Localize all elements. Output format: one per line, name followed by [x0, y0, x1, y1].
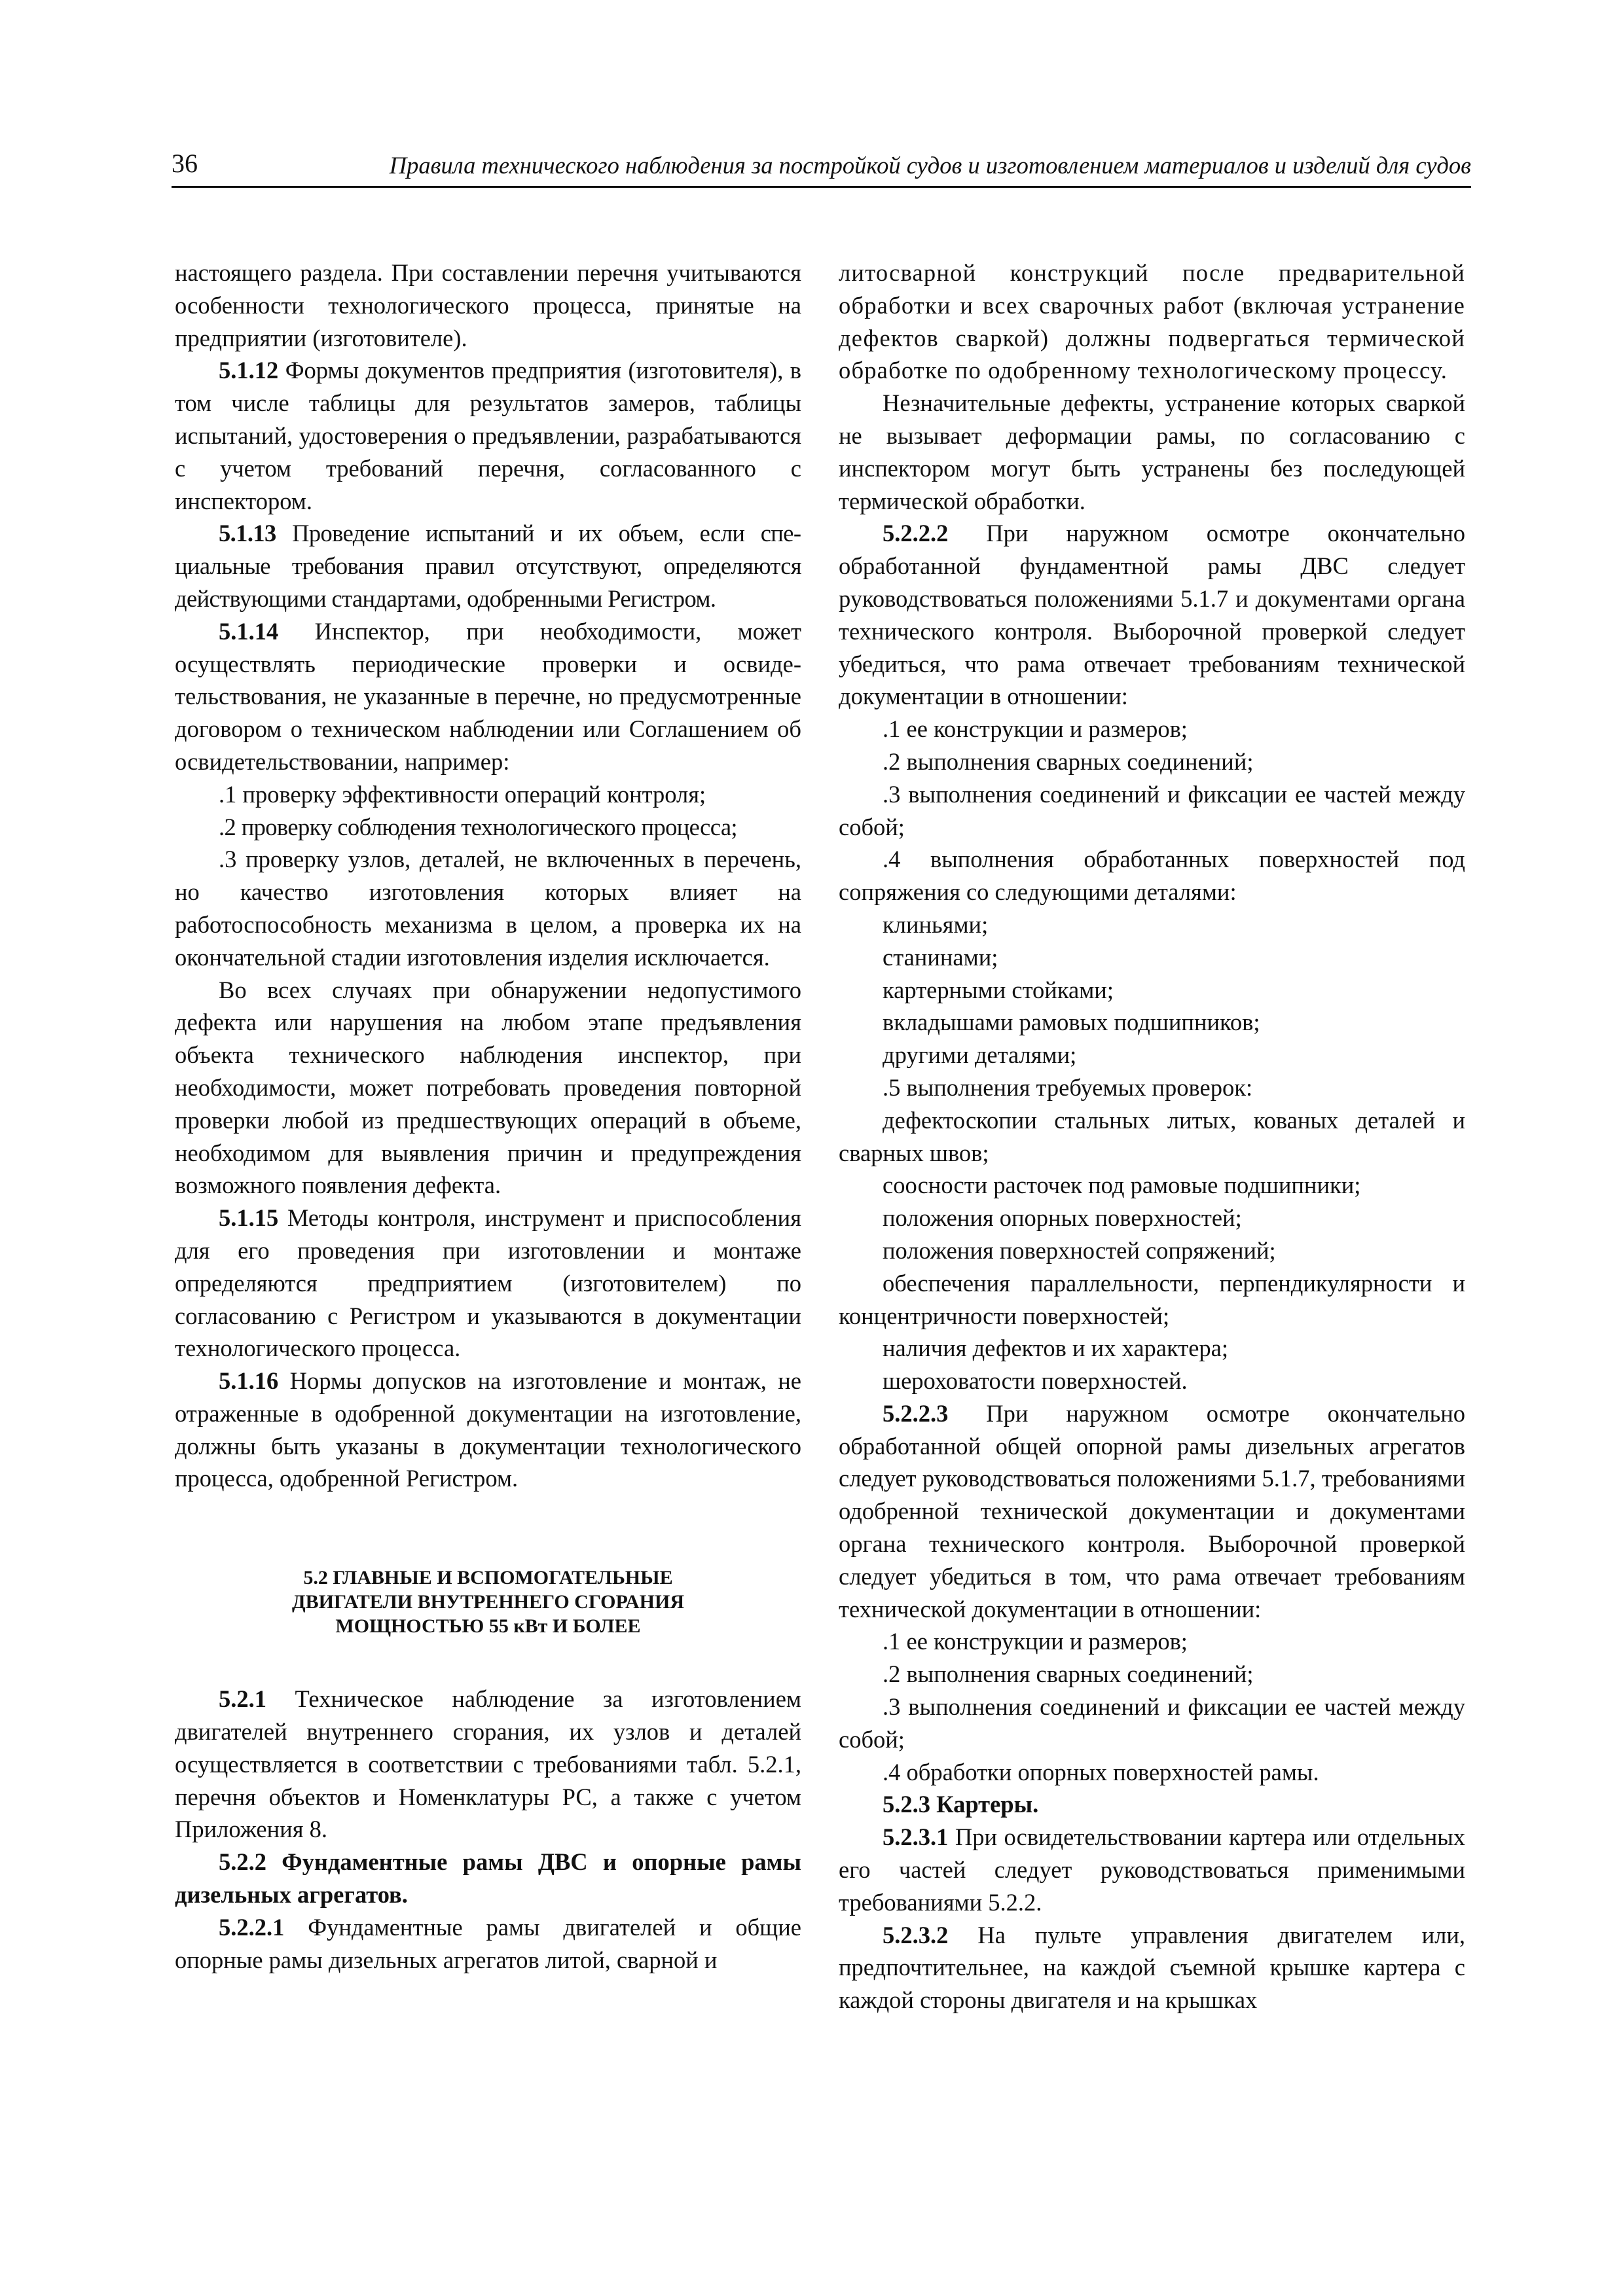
- clause-number: 5.2.1: [219, 1685, 266, 1713]
- clause-number: 5.1.16: [219, 1367, 279, 1395]
- paragraph-5-1-15: [175, 1202, 801, 1365]
- list-item: .5 выполнения требуемых проверок:: [883, 1073, 1253, 1101]
- paragraph-5-1-16: [175, 1365, 801, 1495]
- paragraph: литосварной конструкций после предварительной обработки и всех сварочных работ (включая устранение дефектов сваркой) должны подвергаться термической обработке по одобренному технологическому процессу.: [839, 259, 1465, 384]
- sub-item: положения опорных поверхностей;: [883, 1204, 1242, 1232]
- clause-text: При освидетельствовании картера или отдельных его частей следует руководствоваться применимыми требованиями 5.2.2.: [839, 1823, 1465, 1916]
- section-heading-line: ДВИГАТЕЛИ ВНУТРЕННЕГО СГОРАНИЯ: [291, 1591, 685, 1613]
- paragraph: Незначительные дефекты, устранение которых сваркой не вызывает деформации рамы, по согласованию с инспектором могут быть устранены без последующей термической обработки.: [839, 389, 1465, 514]
- clause-text: При наружном осмотре окончательно обработанной общей опорной рамы дизельных агрегатов следует руководствоваться положениями 5.1.7, требованиями одобренной технической документации и документами органа технического контроля. Выборочной проверкой следует убедиться в том, что рама отвечает требованиям технической документации в отношении:: [839, 1399, 1465, 1623]
- paragraph: настоящего раздела. При составлении перечня учитываются особенности технологического процесса, принятые на предприятии (изготовителе).: [175, 259, 801, 351]
- paragraph-5-2-3-2: [839, 1919, 1465, 2017]
- paragraph-5-2-2-1: [175, 1911, 801, 1977]
- clause-number: 5.1.12: [219, 357, 279, 384]
- sub-item: дефектоскопии стальных литых, кованых деталей и сварных швов;: [839, 1106, 1465, 1166]
- clause-text: Фундаментные рамы двигателей и общие опорные рамы дизельных агрегатов литой, сварной и: [175, 1913, 801, 1973]
- list-item: .1 ее конструкции и размеров;: [883, 1628, 1188, 1655]
- clause-number: 5.1.14: [219, 617, 279, 645]
- list-item: .1 проверку эффективности операций контроля;: [219, 780, 706, 808]
- sub-item: обеспечения параллельности, перпендикулярности и концентричности поверхностей;: [839, 1269, 1465, 1329]
- list-item: .1 ее конструкции и размеров;: [883, 715, 1188, 743]
- running-title: Правила технического наблюдения за постройкой судов и изготовлением материалов и изделий для судов: [389, 152, 1471, 179]
- clause-text: При наружном осмотре окончательно обработанной фундаментной рамы ДВС следует руководствоваться положениями 5.1.7 и документами органа технического контроля. Выборочной проверкой следует убедиться, что рама отвечает требованиям технической документации в отношении:: [839, 520, 1465, 710]
- paragraph-5-1-12: [175, 354, 801, 517]
- sub-item: другими деталями;: [883, 1041, 1077, 1069]
- list-item: .3 проверку узлов, деталей, не включенных в перечень, но качество изготовления которых влияет на работоспособность механизма в целом, а проверка их на окончательной стадии изготовления изделия исключается.: [175, 846, 801, 971]
- sub-item: вкладышами рамовых подшипников;: [883, 1009, 1260, 1036]
- list-item: .4 обработки опорных поверхностей рамы.: [883, 1758, 1319, 1785]
- paragraph-5-1-14: [175, 615, 801, 778]
- clause-number: 5.2.2.3: [883, 1399, 949, 1427]
- paragraph-5-1-13: [175, 517, 801, 615]
- subsection-heading-5-2-3: 5.2.3 Картеры.: [883, 1791, 1039, 1818]
- sub-item: соосности расточек под рамовые подшипники;: [883, 1172, 1361, 1199]
- sub-item: шероховатости поверхностей.: [883, 1367, 1188, 1395]
- clause-text: Формы документов предприятия (изготовителя), в том числе таблицы для результатов замеров, таблицы испытаний, удостоверения о предъявлении, разрабатываются с учетом требований перечня, согласованного с инспектором.: [175, 357, 801, 514]
- subsection-heading-5-2-2: 5.2.2 Фундаментные рамы ДВС и опорные рамы дизельных агрегатов.: [175, 1848, 801, 1909]
- section-heading-line: МОЩНОСТЬЮ 55 кВт И БОЛЕЕ: [335, 1615, 641, 1638]
- right-column: [839, 257, 1465, 2017]
- section-heading-line: 5.2 ГЛАВНЫЕ И ВСПОМОГАТЕЛЬНЫЕ: [303, 1567, 673, 1589]
- clause-number: 5.1.13: [219, 520, 276, 547]
- list-item: .4 выполнения обработанных поверхностей под сопряжения со следующими деталями:: [839, 846, 1465, 906]
- clause-number: 5.2.2.1: [219, 1913, 285, 1941]
- paragraph: Во всех случаях при обнаружении недопустимого дефекта или нарушения на любом этапе предъявления объекта технического наблюдения инспектор, при необходимости, может потребовать проведения повторной проверки любой из предшествующих операций в объеме, необходимом для выявления причин и предупреждения возможного появления дефекта.: [175, 976, 801, 1199]
- page-header: [172, 145, 1471, 188]
- clause-text: Техническое наблюдение за изготовлением двигателей внутреннего сгорания, их узлов и деталей осуществляется в соответствии с требованиями табл. 5.2.1, перечня объектов и Номенклатуры РС, а также с учетом Приложения 8.: [175, 1685, 801, 1843]
- sub-item: положения поверхностей сопряжений;: [883, 1236, 1276, 1264]
- clause-text: На пульте управления двигателем или, предпочтительнее, на каждой съемной крышке картера с каждой стороны двигателя и на крышках: [839, 1921, 1465, 2014]
- paragraph-5-2-2-3: [839, 1397, 1465, 1626]
- sub-item: клиньями;: [883, 910, 989, 938]
- sub-item: станинами;: [883, 943, 998, 971]
- clause-text: Методы контроля, инструмент и приспособления для его проведения при изготовлении и монтаже определяются предприятием (изготовителем) по согласованию с Регистром и указываются в документации технологического процесса.: [175, 1204, 801, 1362]
- clause-number: 5.2.2.2: [883, 520, 949, 547]
- clause-number: 5.2.3.1: [883, 1823, 949, 1851]
- left-column: [175, 257, 801, 1976]
- paragraph-5-2-3-1: [839, 1821, 1465, 1918]
- clause-number: 5.1.15: [219, 1204, 279, 1232]
- sub-item: картерными стойками;: [883, 976, 1114, 1003]
- section-heading: [175, 1566, 801, 1638]
- paragraph-5-2-2-2: [839, 517, 1465, 713]
- list-item: .3 выполнения соединений и фиксации ее частей между собой;: [839, 1693, 1465, 1753]
- list-item: .2 выполнения сварных соединений;: [883, 747, 1254, 775]
- clause-text: Инспектор, при необходимости, может осуществлять периодические проверки и освидетельствования, не указанные в перечне, но предусмотренные договором о техническом наблюдении или Соглашением об освидетельствовании, например:: [175, 617, 801, 775]
- clause-number: 5.2.3.2: [883, 1921, 949, 1948]
- list-item: .3 выполнения соединений и фиксации ее частей между собой;: [839, 780, 1465, 840]
- clause-text: Проведение испытаний и их объем, если специальные требования правил отсутствуют, определяются действующими стандартами, одобренными Регистром.: [175, 520, 801, 612]
- paragraph-5-2-1: [175, 1683, 801, 1846]
- sub-item: наличия дефектов и их характера;: [883, 1335, 1228, 1362]
- page-number: 36: [172, 149, 198, 178]
- list-item: .2 проверку соблюдения технологического процесса;: [219, 813, 737, 840]
- clause-text: Нормы допусков на изготовление и монтаж, не отраженные в одобренной документации на изготовление, должны быть указаны в документации технологического процесса, одобренной Регистром.: [175, 1367, 801, 1492]
- list-item: .2 выполнения сварных соединений;: [883, 1660, 1254, 1688]
